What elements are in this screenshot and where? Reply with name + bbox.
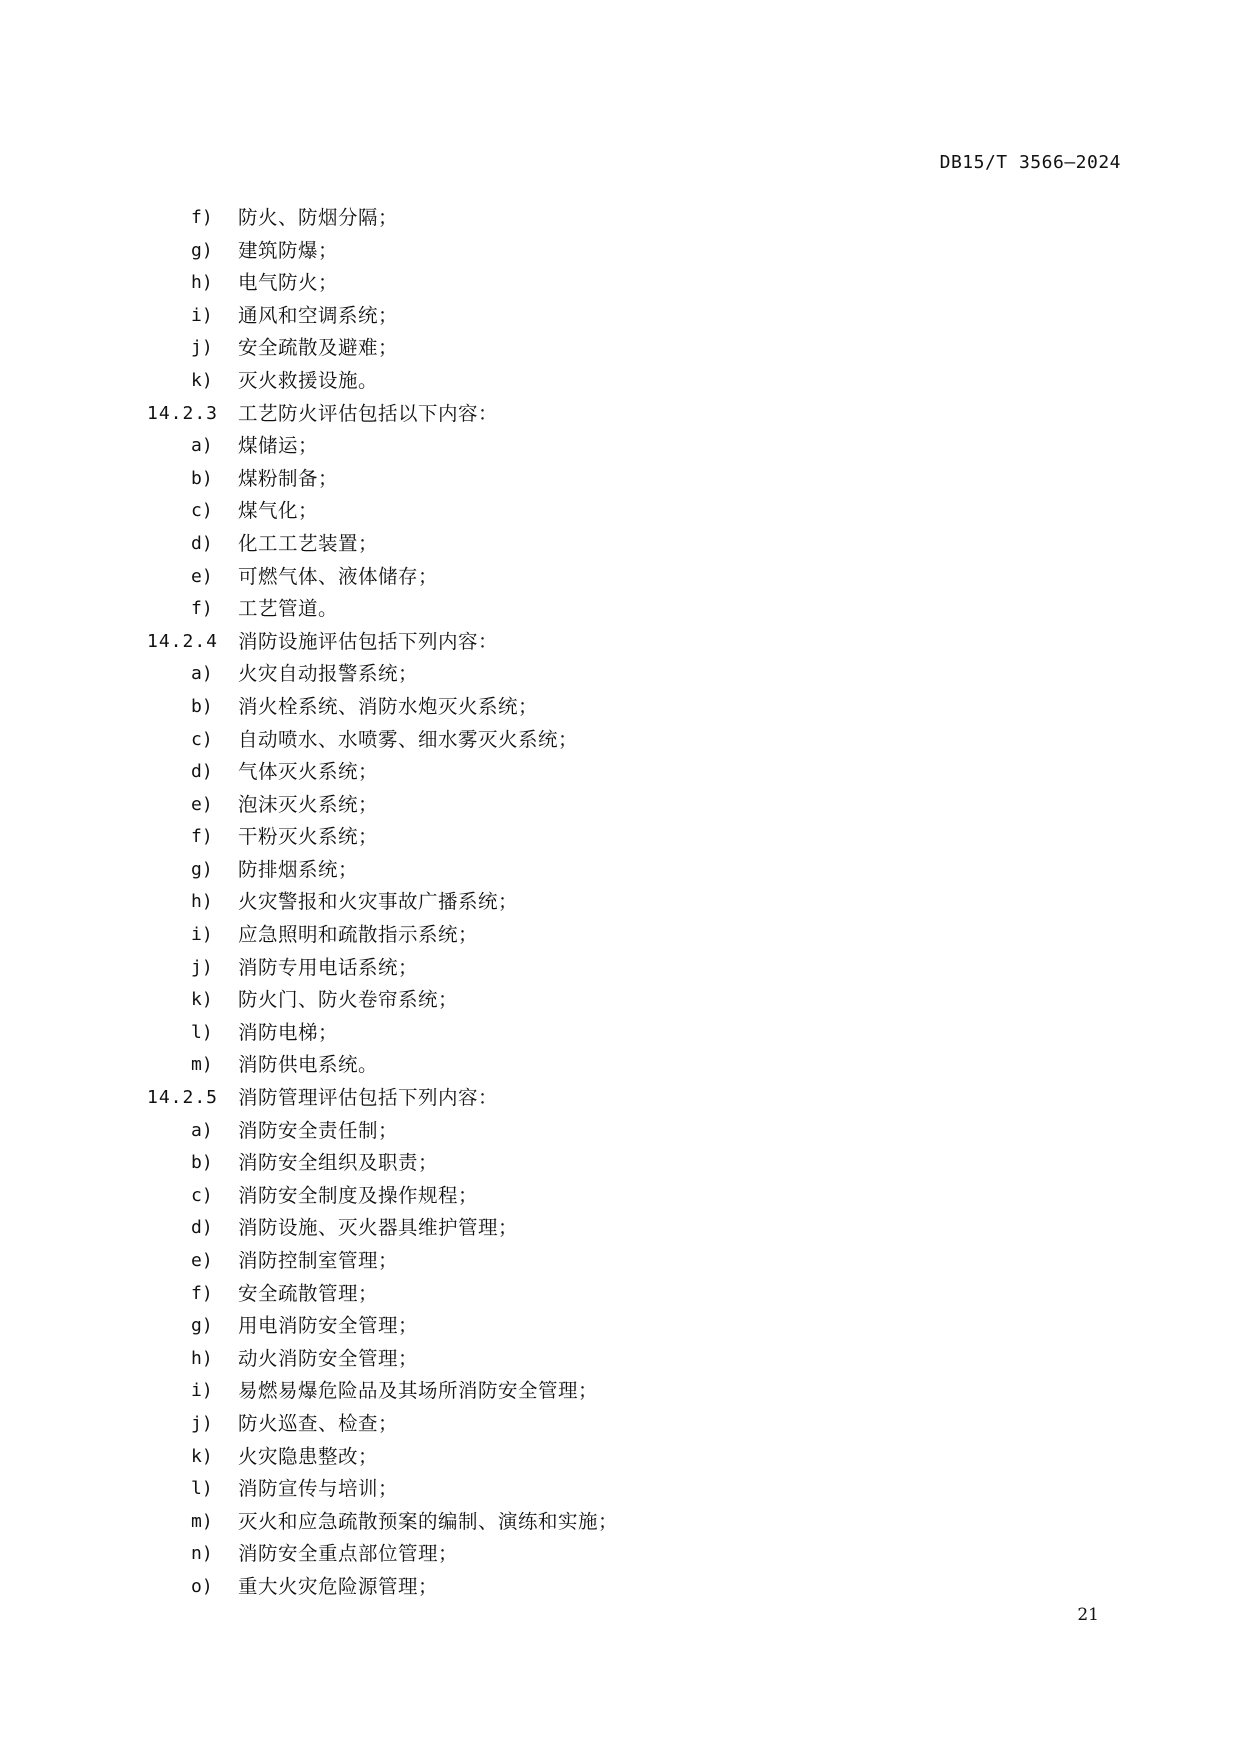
item-text: 消防安全重点部位管理； <box>238 1542 459 1566</box>
list-item <box>0 1375 1241 1408</box>
list-item <box>0 724 1241 757</box>
item-marker: o) <box>191 1575 213 1597</box>
list-item <box>0 561 1241 594</box>
item-marker: c) <box>191 1184 213 1206</box>
list-item <box>0 593 1241 626</box>
list-item <box>0 332 1241 365</box>
item-marker: j) <box>191 1412 213 1434</box>
item-marker: b) <box>191 695 213 717</box>
item-marker: d) <box>191 761 213 783</box>
item-marker: k) <box>191 369 213 391</box>
item-text: 自动喷水、水喷雾、细水雾灭火系统； <box>238 727 579 751</box>
list-item <box>0 658 1241 691</box>
item-text: 消防专用电话系统； <box>238 955 419 979</box>
list-item <box>0 300 1241 333</box>
list-item <box>0 202 1241 235</box>
item-marker: a) <box>191 1119 213 1141</box>
item-text: 消防控制室管理； <box>238 1249 399 1272</box>
item-text: 灭火和应急疏散预案的编制、演练和实施； <box>238 1509 619 1533</box>
list-item <box>0 1473 1241 1506</box>
item-text: 煤粉制备； <box>238 466 339 490</box>
item-marker: b) <box>191 1152 213 1174</box>
item-text: 煤气化； <box>238 499 319 523</box>
list-item <box>0 1180 1241 1213</box>
list-item <box>0 267 1241 300</box>
list-item <box>0 821 1241 854</box>
item-text: 防火、防烟分隔； <box>238 206 399 229</box>
list-item <box>0 1147 1241 1180</box>
item-text: 消防安全责任制； <box>238 1118 399 1142</box>
item-marker: l) <box>191 1478 213 1500</box>
clause-text: 消防设施评估包括下列内容： <box>238 629 499 653</box>
item-marker: c) <box>191 500 213 522</box>
item-marker: j) <box>191 337 213 359</box>
list-item <box>0 789 1241 822</box>
list-item <box>0 1310 1241 1343</box>
item-text: 建筑防爆； <box>238 238 339 262</box>
list-item <box>0 1343 1241 1376</box>
item-marker: f) <box>191 207 213 228</box>
item-marker: k) <box>191 1445 213 1467</box>
item-marker: f) <box>191 826 213 848</box>
item-marker: a) <box>191 435 213 457</box>
item-marker: j) <box>191 956 213 978</box>
item-marker: h) <box>191 1347 213 1369</box>
item-text: 应急照明和疏散指示系统； <box>238 923 479 947</box>
item-text: 气体灭火系统； <box>238 760 379 784</box>
item-text: 干粉灭火系统； <box>238 825 379 849</box>
item-text: 易燃易爆危险品及其场所消防安全管理； <box>238 1379 599 1403</box>
item-text: 防火巡查、检查； <box>238 1411 399 1435</box>
item-marker: h) <box>191 891 213 913</box>
item-marker: d) <box>191 532 213 554</box>
clause-number: 14.2.5 <box>147 1087 219 1109</box>
list-item <box>0 1212 1241 1245</box>
item-text: 可燃气体、液体储存； <box>238 564 439 588</box>
item-text: 动火消防安全管理； <box>238 1346 419 1370</box>
item-text: 消防设施、灭火器具维护管理； <box>238 1216 519 1240</box>
item-marker: g) <box>191 239 213 261</box>
item-text: 防火门、防火卷帘系统； <box>238 988 459 1012</box>
item-text: 化工工艺装置； <box>238 531 379 555</box>
list-item <box>0 365 1241 398</box>
list-item <box>0 1408 1241 1441</box>
list-item <box>0 854 1241 887</box>
item-marker: i) <box>191 924 213 946</box>
clause-line <box>0 398 1241 431</box>
clause-number: 14.2.4 <box>147 630 219 652</box>
list-item <box>0 984 1241 1017</box>
list-item <box>0 235 1241 268</box>
item-text: 工艺管道。 <box>238 597 339 621</box>
list-item <box>0 952 1241 985</box>
list-item <box>0 886 1241 919</box>
list-item <box>0 1049 1241 1082</box>
item-marker: i) <box>191 1380 213 1402</box>
item-text: 用电消防安全管理； <box>238 1314 419 1338</box>
item-marker: m) <box>191 1054 213 1076</box>
list-item <box>0 1017 1241 1050</box>
item-text: 电气防火； <box>238 271 339 295</box>
list-item <box>0 1538 1241 1571</box>
item-marker: e) <box>191 1250 213 1271</box>
item-marker: d) <box>191 1217 213 1239</box>
item-text: 消防供电系统。 <box>238 1053 379 1077</box>
item-text: 灭火救援设施。 <box>238 368 379 392</box>
item-text: 重大火灾危险源管理； <box>238 1574 439 1598</box>
item-text: 消防宣传与培训； <box>238 1477 399 1501</box>
item-text: 消防安全组织及职责； <box>238 1151 439 1175</box>
list-item <box>0 430 1241 463</box>
page-number: 21 <box>1077 1605 1099 1625</box>
item-marker: f) <box>191 1282 213 1304</box>
list-item <box>0 1278 1241 1311</box>
item-marker: g) <box>191 858 213 880</box>
item-marker: k) <box>191 989 213 1011</box>
standard-code: DB15/T 3566—2024 <box>939 152 1121 173</box>
list-item <box>0 463 1241 496</box>
item-text: 火灾隐患整改； <box>238 1444 379 1468</box>
item-text: 安全疏散管理； <box>238 1281 379 1305</box>
item-text: 消火栓系统、消防水炮灭火系统； <box>238 694 539 718</box>
item-text: 安全疏散及避难； <box>238 336 399 360</box>
item-text: 通风和空调系统； <box>238 303 399 327</box>
list-item <box>0 1245 1241 1278</box>
item-marker: i) <box>191 304 213 326</box>
item-marker: b) <box>191 467 213 489</box>
list-item <box>0 495 1241 528</box>
item-marker: f) <box>191 598 213 620</box>
item-text: 防排烟系统； <box>238 857 359 881</box>
document-body <box>0 202 1241 1604</box>
item-marker: n) <box>191 1543 213 1565</box>
clause-line <box>0 626 1241 659</box>
list-item <box>0 691 1241 724</box>
item-text: 火灾警报和火灾事故广播系统； <box>238 890 519 914</box>
item-text: 消防电梯； <box>238 1020 339 1044</box>
list-item <box>0 1506 1241 1539</box>
item-marker: c) <box>191 728 213 750</box>
clause-text: 工艺防火评估包括以下内容： <box>238 401 499 425</box>
item-marker: h) <box>191 272 213 294</box>
clause-text: 消防管理评估包括下列内容： <box>238 1086 499 1110</box>
list-item <box>0 1571 1241 1604</box>
item-marker: e) <box>191 793 213 815</box>
clause-line <box>0 1082 1241 1115</box>
item-marker: a) <box>191 663 213 685</box>
item-marker: g) <box>191 1315 213 1337</box>
item-marker: l) <box>191 1021 213 1043</box>
list-item <box>0 1115 1241 1148</box>
list-item <box>0 528 1241 561</box>
item-text: 消防安全制度及操作规程； <box>238 1183 479 1207</box>
item-text: 煤储运； <box>238 434 319 458</box>
list-item <box>0 919 1241 952</box>
clause-number: 14.2.3 <box>147 402 219 424</box>
item-marker: e) <box>191 565 213 587</box>
list-item <box>0 756 1241 789</box>
item-text: 火灾自动报警系统； <box>238 662 419 686</box>
list-item <box>0 1441 1241 1474</box>
item-text: 泡沫灭火系统； <box>238 792 379 816</box>
item-marker: m) <box>191 1510 213 1532</box>
